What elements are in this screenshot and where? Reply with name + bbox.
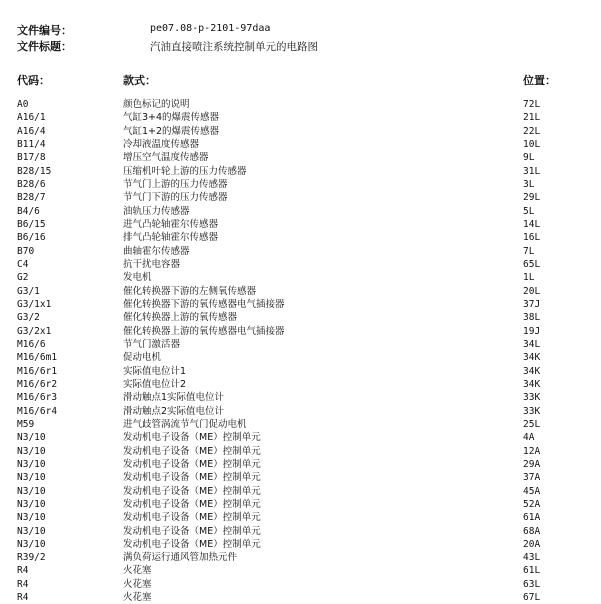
component-table bbox=[0, 98, 601, 604]
doc-title-value: 汽油直接喷注系统控制单元的电路图 bbox=[150, 41, 318, 53]
table-row bbox=[0, 271, 601, 284]
component-description: 催化转换器上游的氧传感器 bbox=[123, 312, 238, 324]
component-description: 增压空气温度传感器 bbox=[123, 152, 209, 164]
component-position: 61L bbox=[523, 565, 541, 577]
table-row bbox=[0, 365, 601, 378]
component-code: B11/4 bbox=[17, 138, 46, 150]
component-position: 34L bbox=[523, 338, 541, 350]
table-row bbox=[0, 338, 601, 351]
component-description: 排气凸轮轴霍尔传感器 bbox=[123, 232, 219, 244]
component-code: B4/6 bbox=[17, 205, 40, 217]
component-code: M16/6r2 bbox=[17, 378, 58, 390]
component-position: 16L bbox=[523, 232, 541, 244]
component-code: R4 bbox=[17, 592, 29, 604]
component-description: 发动机电子设备（ME）控制单元 bbox=[123, 432, 261, 444]
column-header-code: 代码： bbox=[17, 74, 50, 87]
component-code: A0 bbox=[17, 99, 29, 110]
component-description: 进气凸轮轴霍尔传感器 bbox=[123, 218, 219, 230]
table-row bbox=[0, 311, 601, 324]
component-description: 发动机电子设备（ME）控制单元 bbox=[123, 445, 261, 457]
component-code: G3/2x1 bbox=[17, 325, 52, 337]
table-row bbox=[0, 351, 601, 364]
component-position: 29A bbox=[523, 458, 541, 470]
component-position: 20A bbox=[523, 538, 541, 550]
table-row bbox=[0, 564, 601, 577]
component-code: N3/10 bbox=[17, 432, 46, 444]
table-row bbox=[0, 98, 601, 111]
table-row bbox=[0, 391, 601, 404]
component-code: M16/6r4 bbox=[17, 405, 58, 417]
table-row bbox=[0, 138, 601, 151]
component-code: N3/10 bbox=[17, 485, 46, 497]
component-code: R4 bbox=[17, 565, 29, 577]
component-code: N3/10 bbox=[17, 538, 46, 550]
component-description: 发电机 bbox=[123, 272, 152, 284]
component-position: 45A bbox=[523, 485, 541, 497]
table-row bbox=[0, 178, 601, 191]
component-description: 催化转换器下游的左侧氧传感器 bbox=[123, 285, 257, 297]
component-position: 29L bbox=[523, 192, 541, 204]
table-row bbox=[0, 458, 601, 471]
component-position: 25L bbox=[523, 418, 541, 430]
table-row bbox=[0, 591, 601, 604]
component-position: 7L bbox=[523, 245, 535, 257]
component-description: 实际值电位计1 bbox=[123, 365, 187, 377]
component-description: 发动机电子设备（ME）控制单元 bbox=[123, 485, 261, 497]
component-position: 72L bbox=[523, 99, 541, 110]
component-description: 火花塞 bbox=[123, 578, 152, 590]
component-description: 颜色标记的说明 bbox=[123, 99, 190, 110]
table-row bbox=[0, 285, 601, 298]
doc-title-label: 文件标题： bbox=[17, 40, 72, 53]
component-position: 22L bbox=[523, 125, 541, 137]
component-position: 65L bbox=[523, 258, 541, 270]
component-description: 发动机电子设备（ME）控制单元 bbox=[123, 538, 261, 550]
component-position: 5L bbox=[523, 205, 535, 217]
component-position: 63L bbox=[523, 578, 541, 590]
table-row bbox=[0, 378, 601, 391]
component-position: 52A bbox=[523, 498, 541, 510]
component-description: 满负荷运行通风管加热元件 bbox=[123, 552, 238, 564]
table-row bbox=[0, 471, 601, 484]
component-code: B28/6 bbox=[17, 178, 46, 190]
table-row bbox=[0, 231, 601, 244]
component-description: 催化转换器下游的氧传感器电气插接器 bbox=[123, 298, 285, 310]
component-description: 曲轴霍尔传感器 bbox=[123, 245, 190, 257]
component-description: 发动机电子设备（ME）控制单元 bbox=[123, 472, 261, 484]
component-description: 节气门上游的压力传感器 bbox=[123, 178, 228, 190]
component-position: 33K bbox=[523, 392, 541, 404]
component-description: 火花塞 bbox=[123, 592, 152, 604]
table-row bbox=[0, 445, 601, 458]
table-row bbox=[0, 418, 601, 431]
component-position: 67L bbox=[523, 592, 541, 604]
component-position: 34K bbox=[523, 365, 541, 377]
table-row bbox=[0, 125, 601, 138]
column-header-desc: 款式： bbox=[123, 74, 156, 87]
component-code: G3/1x1 bbox=[17, 298, 52, 310]
component-code: M16/6 bbox=[17, 338, 46, 350]
component-position: 1L bbox=[523, 272, 535, 284]
component-code: A16/1 bbox=[17, 112, 46, 124]
component-description: 发动机电子设备（ME）控制单元 bbox=[123, 498, 261, 510]
component-description: 发动机电子设备（ME）控制单元 bbox=[123, 458, 261, 470]
component-position: 31L bbox=[523, 165, 541, 177]
component-description: 发动机电子设备（ME）控制单元 bbox=[123, 525, 261, 537]
component-code: G3/2 bbox=[17, 312, 40, 324]
table-row bbox=[0, 165, 601, 178]
component-code: B6/15 bbox=[17, 218, 46, 230]
component-code: A16/4 bbox=[17, 125, 46, 137]
component-position: 21L bbox=[523, 112, 541, 124]
table-row bbox=[0, 538, 601, 551]
table-row bbox=[0, 578, 601, 591]
component-position: 20L bbox=[523, 285, 541, 297]
table-row bbox=[0, 245, 601, 258]
column-header-position: 位置： bbox=[523, 74, 556, 87]
component-description: 气缸3+4的爆震传感器 bbox=[123, 112, 220, 124]
component-description: 油轨压力传感器 bbox=[123, 205, 190, 217]
table-row bbox=[0, 218, 601, 231]
component-position: 61A bbox=[523, 512, 541, 524]
component-description: 冷却液温度传感器 bbox=[123, 138, 200, 150]
table-row bbox=[0, 405, 601, 418]
table-row bbox=[0, 431, 601, 444]
component-code: M16/6r1 bbox=[17, 365, 58, 377]
table-row bbox=[0, 525, 601, 538]
component-description: 滑动触点2实际值电位计 bbox=[123, 405, 225, 417]
component-code: G3/1 bbox=[17, 285, 40, 297]
component-description: 节气门激活器 bbox=[123, 338, 181, 350]
component-code: M16/6m1 bbox=[17, 352, 58, 364]
component-description: 压缩机叶轮上游的压力传感器 bbox=[123, 165, 247, 177]
table-row bbox=[0, 498, 601, 511]
component-code: N3/10 bbox=[17, 445, 46, 457]
table-row bbox=[0, 551, 601, 564]
component-position: 9L bbox=[523, 152, 535, 164]
component-description: 火花塞 bbox=[123, 565, 152, 577]
table-row bbox=[0, 325, 601, 338]
component-code: N3/10 bbox=[17, 458, 46, 470]
component-position: 34K bbox=[523, 352, 541, 364]
component-position: 4A bbox=[523, 432, 535, 444]
component-code: B6/16 bbox=[17, 232, 46, 244]
component-description: 促动电机 bbox=[123, 352, 162, 364]
component-position: 43L bbox=[523, 552, 541, 564]
component-code: R39/2 bbox=[17, 552, 46, 564]
table-row bbox=[0, 298, 601, 311]
component-position: 37A bbox=[523, 472, 541, 484]
component-position: 38L bbox=[523, 312, 541, 324]
component-code: B17/8 bbox=[17, 152, 46, 164]
component-code: C4 bbox=[17, 258, 29, 270]
component-code: B70 bbox=[17, 245, 35, 257]
component-position: 14L bbox=[523, 218, 541, 230]
component-position: 10L bbox=[523, 138, 541, 150]
component-position: 33K bbox=[523, 405, 541, 417]
component-position: 3L bbox=[523, 178, 535, 190]
component-position: 19J bbox=[523, 325, 541, 337]
component-code: B28/7 bbox=[17, 192, 46, 204]
doc-number-value: pe07.08-p-2101-97daa bbox=[150, 23, 271, 34]
component-code: G2 bbox=[17, 272, 29, 284]
component-code: R4 bbox=[17, 578, 29, 590]
component-position: 68A bbox=[523, 525, 541, 537]
component-position: 12A bbox=[523, 445, 541, 457]
component-description: 发动机电子设备（ME）控制单元 bbox=[123, 512, 261, 524]
component-description: 气缸1+2的爆震传感器 bbox=[123, 125, 220, 137]
component-position: 34K bbox=[523, 378, 541, 390]
table-row bbox=[0, 205, 601, 218]
component-code: B28/15 bbox=[17, 165, 52, 177]
component-code: N3/10 bbox=[17, 525, 46, 537]
component-code: N3/10 bbox=[17, 512, 46, 524]
table-row bbox=[0, 151, 601, 164]
table-row bbox=[0, 258, 601, 271]
component-description: 节气门下游的压力传感器 bbox=[123, 192, 228, 204]
component-description: 催化转换器上游的氧传感器电气插接器 bbox=[123, 325, 285, 337]
component-description: 滑动触点1实际值电位计 bbox=[123, 392, 225, 404]
component-code: N3/10 bbox=[17, 498, 46, 510]
component-description: 实际值电位计2 bbox=[123, 378, 187, 390]
component-code: M59 bbox=[17, 418, 35, 430]
component-position: 37J bbox=[523, 298, 541, 310]
table-row bbox=[0, 191, 601, 204]
doc-number-label: 文件编号： bbox=[17, 24, 72, 37]
component-description: 抗干扰电容器 bbox=[123, 258, 181, 270]
component-code: N3/10 bbox=[17, 472, 46, 484]
table-row bbox=[0, 511, 601, 524]
component-code: M16/6r3 bbox=[17, 392, 58, 404]
table-row bbox=[0, 485, 601, 498]
component-description: 进气歧管涡流节气门促动电机 bbox=[123, 418, 247, 430]
table-row bbox=[0, 111, 601, 124]
